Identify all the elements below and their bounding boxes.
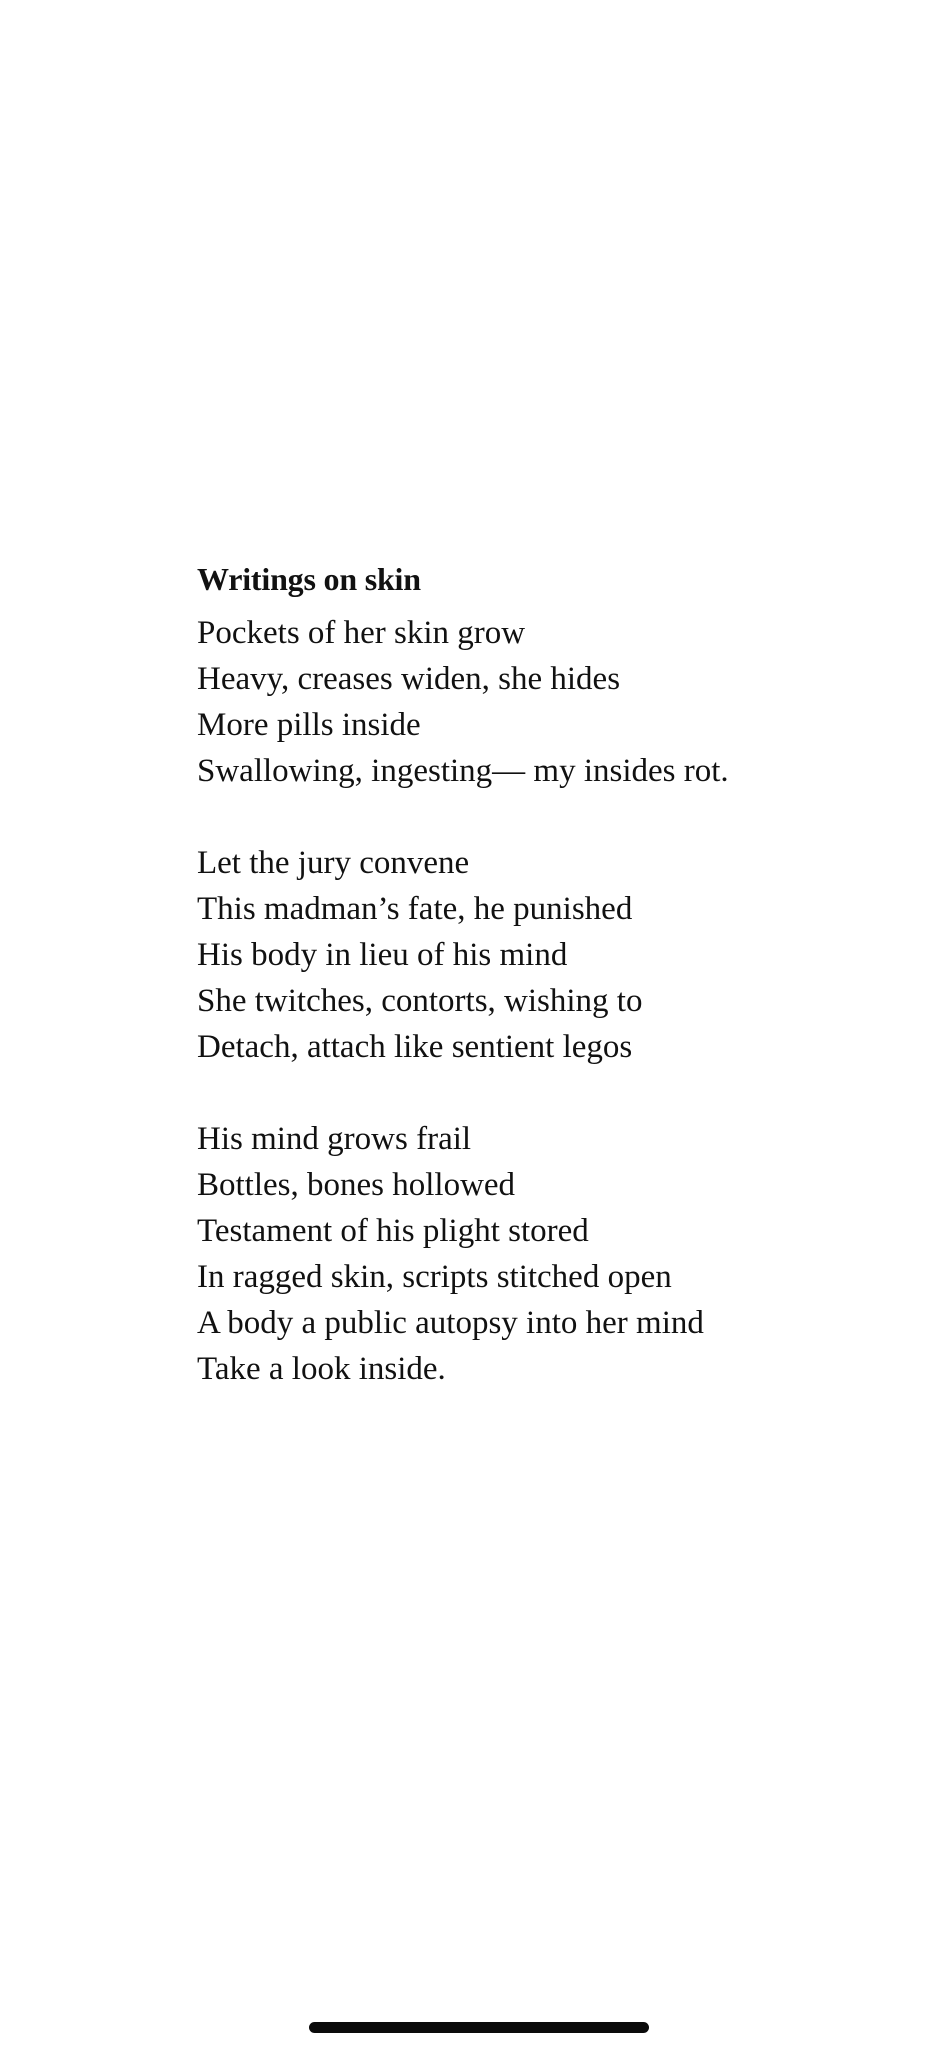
poem-line: Detach, attach like sentient legos <box>197 1029 633 1065</box>
stanza-3 <box>197 1116 817 1392</box>
poem-line: More pills inside <box>197 707 421 743</box>
poem-line: Testament of his plight stored <box>197 1213 589 1249</box>
poem-title: Writings on skin <box>197 561 421 597</box>
poem-line: His mind grows frail <box>197 1121 472 1157</box>
poem-line: This madman’s fate, he punished <box>197 891 633 927</box>
poem-line: Pockets of her skin grow <box>197 615 526 651</box>
poem-line: A body a public autopsy into her mind <box>197 1305 704 1341</box>
poem-line: His body in lieu of his mind <box>197 937 568 973</box>
poem <box>197 556 817 1438</box>
stanza-1 <box>197 610 817 794</box>
stanza-2 <box>197 840 817 1070</box>
poem-line: In ragged skin, scripts stitched open <box>197 1259 672 1295</box>
poem-line: Take a look inside. <box>197 1351 446 1387</box>
poem-line: Swallowing, ingesting— my insides rot. <box>197 753 729 789</box>
home-indicator[interactable] <box>309 2022 649 2033</box>
poem-line: Heavy, creases widen, she hides <box>197 661 621 697</box>
poem-line: Let the jury convene <box>197 845 470 881</box>
poem-line: She twitches, contorts, wishing to <box>197 983 643 1019</box>
poem-line: Bottles, bones hollowed <box>197 1167 516 1203</box>
